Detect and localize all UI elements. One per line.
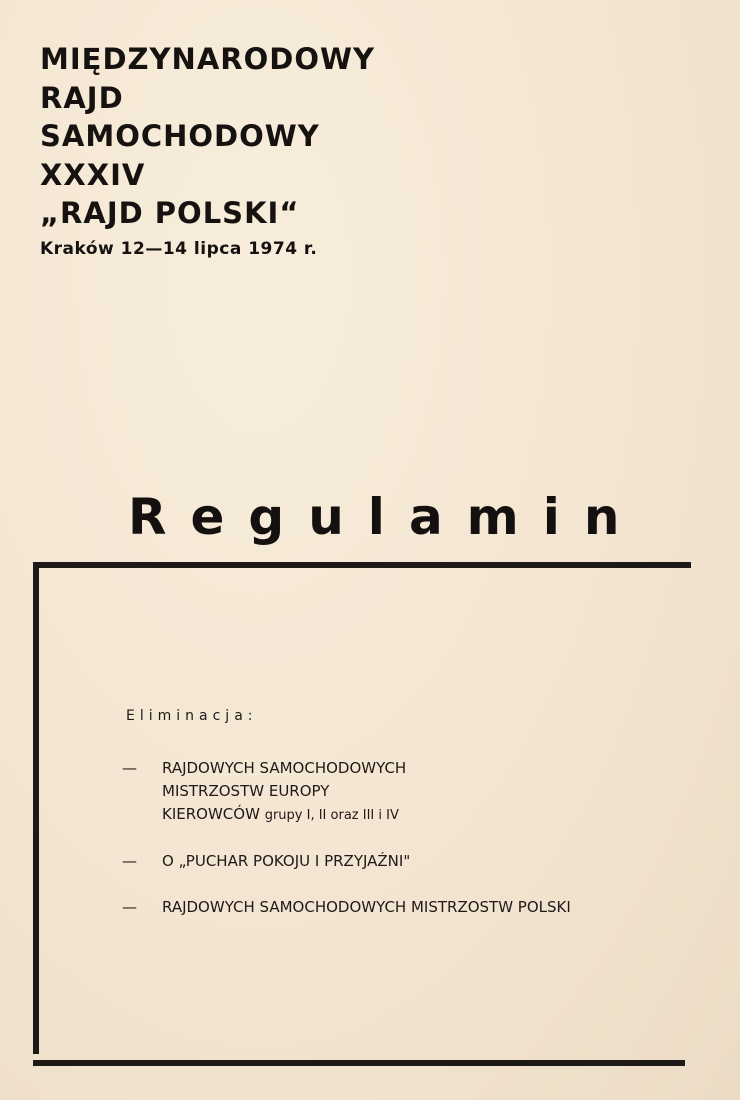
list-item-text	[162, 757, 406, 827]
document-title: Regulamin	[128, 488, 644, 546]
header-line-2: RAJD	[40, 80, 124, 115]
header-line-4: XXXIV	[40, 157, 146, 192]
header-line-3: SAMOCHODOWY	[40, 119, 320, 153]
list-item	[122, 896, 702, 919]
list-item-line	[162, 803, 406, 827]
frame-left-rule	[33, 562, 39, 1054]
header-line-1: MIĘDZYNARODOWY	[40, 42, 375, 76]
list-item	[122, 850, 702, 873]
list-item-suffix: grupy I, II oraz III i IV	[264, 808, 399, 823]
frame-top-rule	[33, 562, 691, 568]
event-date: Kraków 12—14 lipca 1974 r.	[40, 238, 318, 259]
list-item-line: MISTRZOSTW EUROPY	[162, 782, 330, 800]
list-item-line: RAJDOWYCH SAMOCHODOWYCH	[162, 759, 407, 777]
list-item-text	[162, 850, 410, 873]
list-dash: —	[122, 759, 137, 777]
header-line-5: „RAJD POLSKI“	[40, 196, 300, 230]
list-item-line-main: KIEROWCÓW	[162, 805, 260, 823]
list-item-text	[162, 896, 571, 919]
list-item-line: RAJDOWYCH SAMOCHODOWYCH MISTRZOSTW POLSKI	[162, 898, 571, 916]
list-dash: —	[122, 852, 137, 870]
list-item-line: O „PUCHAR POKOJU I PRZYJAŹNI"	[162, 852, 411, 870]
list-item	[122, 757, 702, 827]
event-header	[40, 40, 560, 261]
list-dash: —	[122, 898, 137, 916]
frame-bottom-rule	[33, 1060, 685, 1066]
eliminacja-label: Eliminacja:	[126, 708, 258, 724]
eliminacja-list	[122, 757, 702, 942]
